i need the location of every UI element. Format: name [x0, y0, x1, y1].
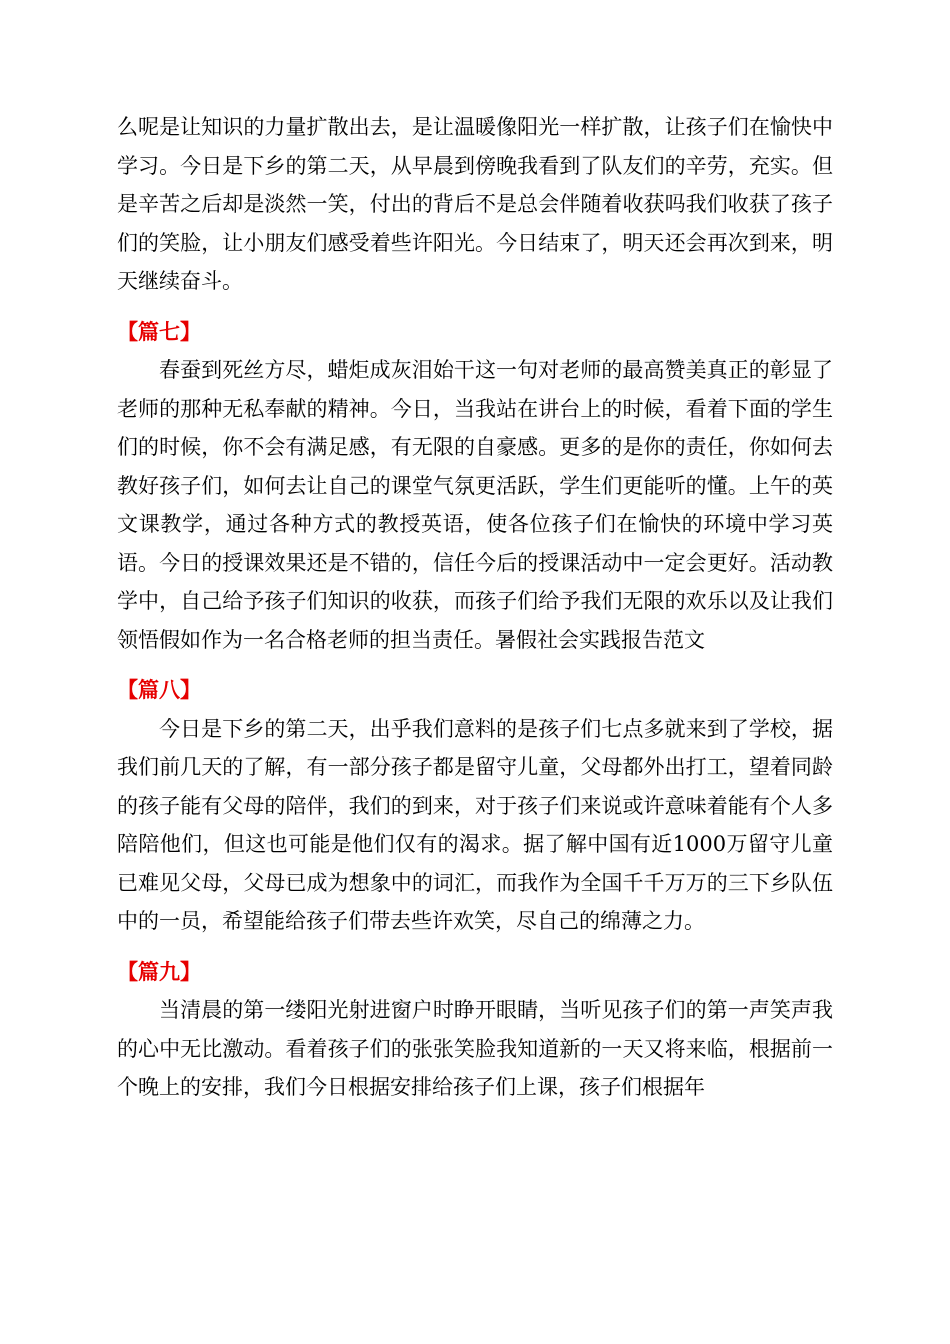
document-page — [117, 108, 833, 1107]
paragraph-continuation: 么呢是让知识的力量扩散出去，是让温暖像阳光一样扩散，让孩子们在愉快中学习。今日是下乡的第二天，从早晨到傍晚我看到了队友们的辛劳，充实。但是辛苦之后却是淡然一笑，付出的背后不是总会伴随着收获吗我们收获了孩子们的笑脸，让小朋友们感受着些许阳光。今日结束了，明天还会再次到来，明天继续奋斗。 — [117, 115, 833, 293]
section-heading-8: 【篇八】 — [117, 678, 201, 702]
paragraph-section-8: 今日是下乡的第二天，出乎我们意料的是孩子们七点多就来到了学校，据我们前几天的了解，有一部分孩子都是留守儿童，父母都外出打工，望着同龄的孩子能有父母的陪伴，我们的到来，对于孩子们来说或许意味着能有个人多陪陪他们，但这也可能是他们仅有的渴求。据了解中国有近1000万留守儿童已难见父母，父母已成为想象中的词汇，而我作为全国千千万万的三下乡队伍中的一员，希望能给孩子们带去些许欢笑，尽自己的绵薄之力。 — [117, 716, 833, 933]
section-heading-9: 【篇九】 — [117, 959, 201, 984]
paragraph-section-7: 春蚕到死丝方尽，蜡炬成灰泪始干这一句对老师的最高赞美真正的彰显了老师的那种无私奉献的精神。今日，当我站在讲台上的时候，看着下面的学生们的时候，你不会有满足感，有无限的自豪感。更多的是你的责任，你如何去教好孩子们，如何去让自己的课堂气氛更活跃，学生们更能听的懂。上午的英文课教学，通过各种方式的教授英语，使各位孩子们在愉快的环境中学习英语。今日的授课效果还是不错的，信任今后的授课活动中一定会更好。活动教学中，自己给予孩子们知识的收获，而孩子们给予我们无限的欢乐以及让我们领悟假如作为一名合格老师的担当责任。暑假社会实践报告范文 — [117, 358, 833, 652]
paragraph-section-9: 当清晨的第一缕阳光射进窗户时睁开眼睛，当听见孩子们的第一声笑声我的心中无比激动。看着孩子们的张张笑脸我知道新的一天又将来临，根据前一个晚上的安排，我们今日根据安排给孩子们上课，孩子们根据年 — [117, 998, 833, 1099]
section-heading-7: 【篇七】 — [117, 319, 201, 344]
